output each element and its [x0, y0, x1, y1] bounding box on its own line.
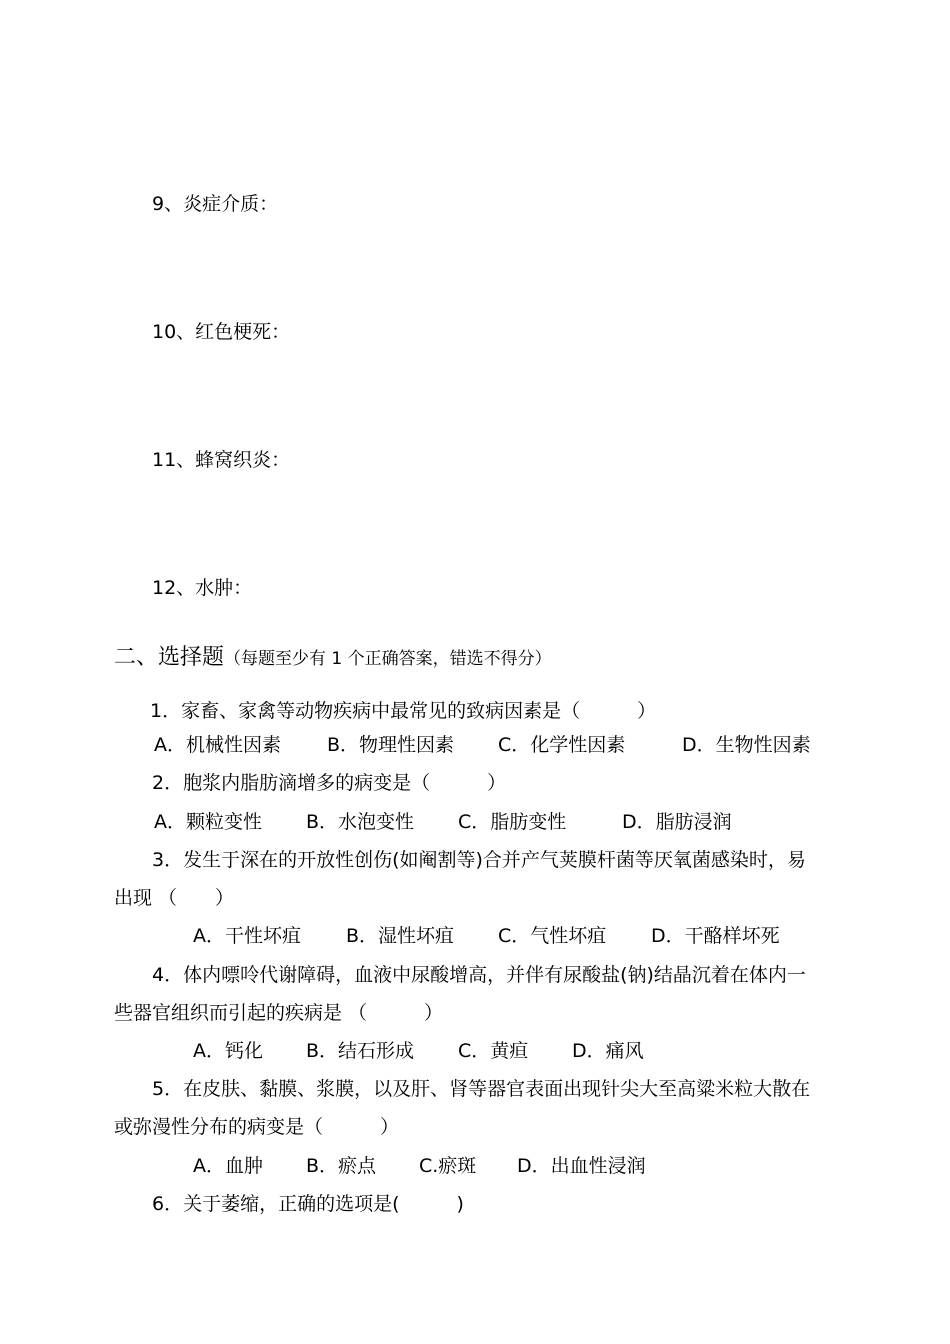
question-4-stem-cont: 些器官组织而引起的疾病是 （ ） [114, 1002, 444, 1024]
definition-item-9: 9、炎症介质： [152, 193, 279, 215]
question-4-stem: 4．体内嘌呤代谢障碍，血液中尿酸增高，并伴有尿酸盐(钠)结晶沉着在体内一 [152, 964, 806, 986]
question-4-option-c: C．黄疸 [458, 1040, 529, 1062]
question-2-option-d: D．脂肪浸润 [622, 811, 732, 833]
question-2-stem: 2．胞浆内脂肪滴增多的病变是（ ） [152, 772, 507, 794]
section-title: 二、选择题 [114, 645, 225, 670]
question-2-option-c: C．脂肪变性 [458, 811, 567, 833]
definition-item-12: 12、水肿： [152, 577, 253, 599]
question-3-option-c: C．气性坏疽 [498, 925, 607, 947]
question-6-stem: 6．关于萎缩，正确的选项是( ) [152, 1193, 464, 1215]
question-3-option-a: A．干性坏疽 [193, 925, 301, 947]
question-1-stem: 1．家畜、家禽等动物疾病中最常见的致病因素是（ ） [150, 700, 657, 722]
question-4-option-a: A．钙化 [193, 1040, 263, 1062]
question-5-option-a: A．血肿 [193, 1155, 263, 1177]
section-note: （每题至少有 1 个正确答案，错选不得分） [224, 649, 552, 669]
question-5-option-b: B．瘀点 [306, 1155, 377, 1177]
question-1-option-d: D．生物性因素 [682, 734, 811, 756]
question-3-option-b: B．湿性坏疽 [346, 925, 455, 947]
question-1-option-a: A．机械性因素 [154, 734, 281, 756]
definition-item-10: 10、红色梗死： [152, 321, 291, 343]
definition-item-11: 11、蜂窝织炎： [152, 449, 291, 471]
question-5-stem: 5．在皮肤、黏膜、浆膜，以及肝、肾等器官表面出现针尖大至高粱米粒大散在 [152, 1078, 811, 1100]
question-3-option-d: D．干酪样坏死 [651, 925, 780, 947]
question-5-option-d: D．出血性浸润 [517, 1155, 646, 1177]
question-3-stem: 3．发生于深在的开放性创伤(如阉割等)合并产气荚膜杆菌等厌氧菌感染时，易 [152, 849, 806, 871]
question-1-option-c: C．化学性因素 [498, 734, 626, 756]
question-4-option-b: B．结石形成 [306, 1040, 415, 1062]
question-5-option-c: C.瘀斑 [419, 1155, 477, 1177]
section-heading [114, 640, 552, 671]
question-2-option-b: B．水泡变性 [306, 811, 415, 833]
question-4-option-d: D．痛风 [572, 1040, 644, 1062]
question-3-stem-cont: 出现 （ ） [114, 887, 235, 909]
question-5-stem-cont: 或弥漫性分布的病变是（ ） [114, 1116, 400, 1138]
question-1-option-b: B．物理性因素 [327, 734, 455, 756]
question-2-option-a: A．颗粒变性 [154, 811, 262, 833]
